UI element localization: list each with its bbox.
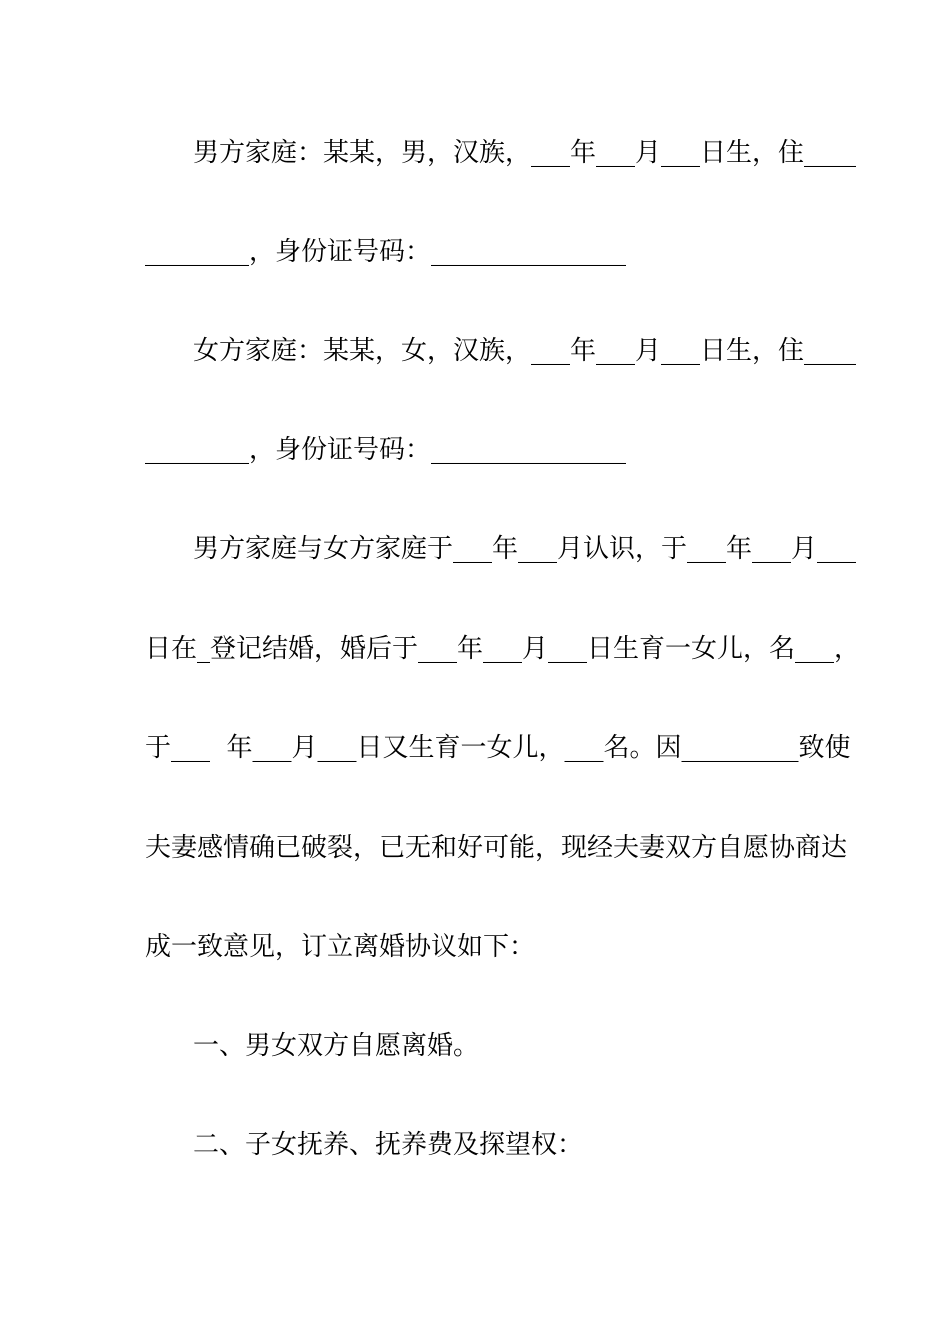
clause-one: 一、男女双方自愿离婚。: [193, 1031, 480, 1061]
paragraph-male-party-line-1: 男方家庭：某某，男，汉族，___年___月___日生，住____: [193, 138, 857, 168]
clause-two-heading: 二、子女抚养、抚养费及探望权：: [193, 1130, 584, 1160]
paragraph-female-party-line-2: ________，身份证号码：_______________: [145, 435, 627, 465]
paragraph-marriage-line-4: 夫妻感情确已破裂，已无和好可能，现经夫妻双方自愿协商达: [145, 833, 848, 863]
paragraph-marriage-line-1: 男方家庭与女方家庭于___年___月认识，于___年___月___: [193, 534, 857, 564]
paragraph-male-party-line-2: ________，身份证号码：_______________: [145, 237, 627, 267]
paragraph-marriage-line-5: 成一致意见，订立离婚协议如下：: [145, 932, 536, 962]
paragraph-female-party-line-1: 女方家庭：某某，女，汉族，___年___月___日生，住____: [193, 336, 857, 366]
paragraph-marriage-line-3: 于___ 年___月___日又生育一女儿，___名。因_________致使: [145, 733, 851, 763]
paragraph-marriage-line-2: 日在_登记结婚，婚后于___年___月___日生育一女儿，名___，: [145, 634, 861, 664]
